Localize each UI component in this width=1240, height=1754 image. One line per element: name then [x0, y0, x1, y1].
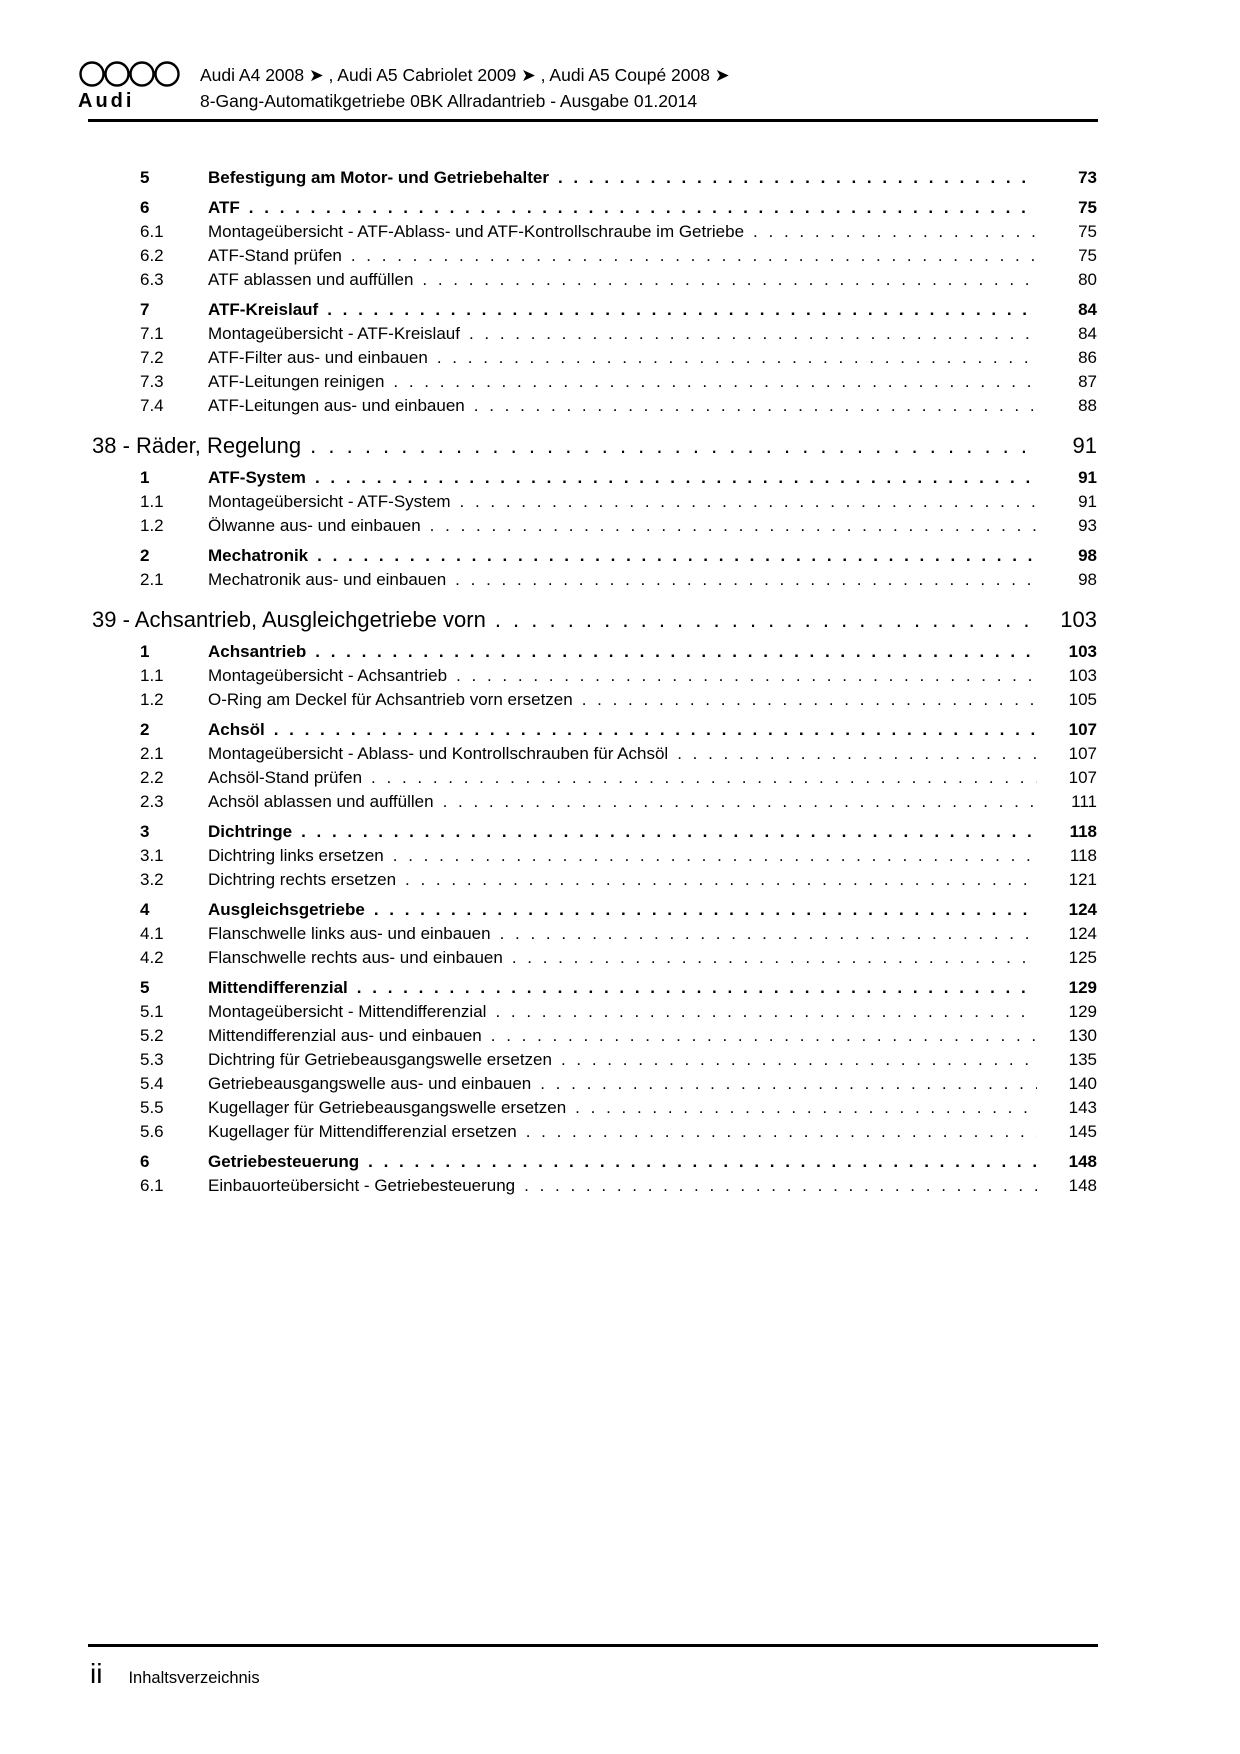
toc-entry-number: 2 — [140, 720, 150, 739]
dot-leader — [465, 394, 1037, 418]
toc-entry-page: 103 — [1068, 642, 1097, 661]
toc-entry-number: 1 — [140, 468, 150, 487]
toc-entry-page: 105 — [1068, 690, 1097, 709]
toc-entry-number: 7.2 — [140, 348, 164, 367]
toc-entry-page: 140 — [1068, 1074, 1097, 1093]
toc-entry-number: 1.1 — [140, 666, 164, 685]
dot-leader — [265, 718, 1037, 742]
dot-leader — [447, 664, 1037, 688]
toc-entry-title: Montageübersicht - Achsantrieb — [208, 666, 448, 685]
toc-entry-page: 129 — [1068, 978, 1097, 997]
toc-entry-title: ATF-Stand prüfen — [208, 246, 342, 265]
toc-entry-title: ATF — [208, 198, 240, 217]
toc-entry-number: 5.5 — [140, 1098, 164, 1117]
dot-leader — [421, 514, 1037, 538]
dot-leader — [434, 790, 1037, 814]
toc-entry-title: Flanschwelle links aus- und einbauen — [208, 924, 491, 943]
toc-entry-row — [0, 268, 1097, 292]
toc-entry-row — [0, 568, 1097, 592]
toc-entry-number: 5 — [140, 168, 150, 187]
toc-entry-row — [0, 922, 1097, 946]
toc-entry-number: 1 — [140, 642, 150, 661]
toc-entry-number: 1.2 — [140, 516, 164, 535]
toc-entry-row — [0, 1024, 1097, 1048]
toc-entry-title: Achsöl-Stand prüfen — [208, 768, 363, 787]
toc-entry-row — [0, 514, 1097, 538]
toc-entry-row — [0, 976, 1097, 1000]
toc-entry-page: 75 — [1078, 198, 1097, 217]
toc-entry-row — [0, 664, 1097, 688]
toc-entry-row — [0, 820, 1097, 844]
toc-entry-number: 6 — [140, 1152, 150, 1171]
toc-entry-title: ATF-Kreislauf — [208, 300, 319, 319]
dot-leader — [301, 432, 1037, 460]
toc-entry-row — [0, 1048, 1097, 1072]
toc-entry-row — [0, 1000, 1097, 1024]
dot-leader — [365, 898, 1037, 922]
toc-entry-title: Dichtring links ersetzen — [208, 846, 384, 865]
toc-entry-title: ATF-Filter aus- und einbauen — [208, 348, 428, 367]
toc-entry-title: Befestigung am Motor- und Getriebehalter — [208, 168, 549, 187]
toc-entry-row — [0, 898, 1097, 922]
dot-leader — [744, 220, 1037, 244]
toc-entry-number: 5.6 — [140, 1122, 164, 1141]
toc-entry-number: 1.1 — [140, 492, 164, 511]
dot-leader — [318, 298, 1037, 322]
toc-entry-title: Getriebeausgangswelle aus- und einbauen — [208, 1074, 532, 1093]
toc-entry-title: Montageübersicht - ATF-Kreislauf — [208, 324, 460, 343]
dot-leader — [486, 606, 1037, 634]
toc-entry-title: Ausgleichsgetriebe — [208, 900, 365, 919]
toc-entry-row — [0, 1120, 1097, 1144]
audi-rings-icon — [78, 60, 182, 92]
toc-entry-page: 75 — [1078, 222, 1097, 241]
dot-leader — [482, 1024, 1037, 1048]
toc-entry-row — [0, 196, 1097, 220]
toc-entry-number: 7 — [140, 300, 150, 319]
toc-entry-row — [0, 1096, 1097, 1120]
toc-entry-page: 91 — [1078, 492, 1097, 511]
toc-entry-page: 80 — [1078, 270, 1097, 289]
toc-entry-page: 86 — [1078, 348, 1097, 367]
toc-entry-number: 7.4 — [140, 396, 164, 415]
toc-entry-page: 135 — [1068, 1050, 1097, 1069]
toc-entry-row — [0, 490, 1097, 514]
footer-section-label: Inhaltsverzeichnis — [128, 1669, 260, 1687]
dot-leader — [384, 844, 1037, 868]
toc-entry-row — [0, 298, 1097, 322]
toc-entry-row — [0, 244, 1097, 268]
audi-logo-text: Audi — [78, 90, 135, 112]
dot-leader — [515, 1174, 1037, 1198]
toc-entry-number: 5.2 — [140, 1026, 164, 1045]
dot-leader — [668, 742, 1037, 766]
header-models-line: Audi A4 2008 ➤ , Audi A5 Cabriolet 2009 ➤ , Audi A5 Coupé 2008 ➤ — [200, 65, 730, 85]
toc-entry-number: 1.2 — [140, 690, 164, 709]
toc-entry-title: Mittendifferenzial — [208, 978, 348, 997]
toc-entry-number: 4 — [140, 900, 150, 919]
dot-leader — [384, 370, 1037, 394]
toc-entry-title: Achsöl ablassen und auffüllen — [208, 792, 434, 811]
dot-leader — [292, 820, 1037, 844]
dot-leader — [413, 268, 1037, 292]
toc-entry-page: 107 — [1068, 768, 1097, 787]
dot-leader — [362, 766, 1037, 790]
toc-entry-title: Montageübersicht - ATF-System — [208, 492, 451, 511]
dot-leader — [359, 1150, 1037, 1174]
toc-entry-page: 118 — [1069, 822, 1097, 841]
toc-entry-title: Mechatronik — [208, 546, 309, 565]
toc-entry-row — [0, 718, 1097, 742]
page-footer — [90, 1658, 260, 1690]
toc-entry-title: Achsöl — [208, 720, 265, 739]
toc-entry-row — [0, 766, 1097, 790]
toc-chapter-row — [0, 432, 1097, 460]
header-rule — [88, 119, 1098, 122]
toc-entry-title: ATF-System — [208, 468, 306, 487]
toc-entry-number: 5.4 — [140, 1074, 164, 1093]
toc-entry-title: ATF-Leitungen reinigen — [208, 372, 385, 391]
dot-leader — [486, 1000, 1037, 1024]
toc-entry-title: Einbauorteübersicht - Getriebesteuerung — [208, 1176, 516, 1195]
toc-entry-title: ATF-Leitungen aus- und einbauen — [208, 396, 465, 415]
toc-entry-row — [0, 1150, 1097, 1174]
toc-entry-number: 5.3 — [140, 1050, 164, 1069]
toc-entry-page: 124 — [1068, 900, 1097, 919]
toc-entry-page: 130 — [1068, 1026, 1097, 1045]
toc-entry-title: Achsantrieb — [208, 642, 307, 661]
toc-entry-page: 98 — [1078, 546, 1097, 565]
toc-entry-title: 38 - Räder, Regelung — [92, 433, 302, 458]
dot-leader — [566, 1096, 1037, 1120]
toc-entry-number: 6.1 — [140, 222, 164, 241]
toc-entry-number: 6.2 — [140, 246, 164, 265]
toc-entry-title: ATF ablassen und auffüllen — [208, 270, 414, 289]
footer-page-number: ii — [90, 1658, 103, 1689]
dot-leader — [428, 346, 1037, 370]
dot-leader — [573, 688, 1037, 712]
dot-leader — [460, 322, 1037, 346]
toc-entry-page: 91 — [1072, 433, 1097, 458]
page-header — [78, 60, 1100, 114]
toc-entry-title: Dichtring rechts ersetzen — [208, 870, 397, 889]
toc-entry-number: 2.1 — [140, 570, 164, 589]
toc-entry-row — [0, 688, 1097, 712]
toc-entry-page: 111 — [1071, 792, 1097, 811]
toc-entry-number: 3.2 — [140, 870, 164, 889]
toc-entry-page: 121 — [1068, 870, 1097, 889]
toc-entry-page: 145 — [1068, 1122, 1097, 1141]
toc-entry-page: 103 — [1060, 607, 1097, 632]
toc-entry-number: 2.1 — [140, 744, 164, 763]
toc-entry-title: O-Ring am Deckel für Achsantrieb vorn ersetzen — [208, 690, 573, 709]
toc-entry-page: 93 — [1078, 516, 1097, 535]
toc-entry-page: 84 — [1078, 300, 1097, 319]
toc-entry-page: 107 — [1068, 744, 1097, 763]
toc-entry-row — [0, 346, 1097, 370]
toc-entry-row — [0, 946, 1097, 970]
toc-entry-number: 2 — [140, 546, 150, 565]
toc-entry-page: 87 — [1078, 372, 1097, 391]
table-of-contents — [0, 160, 1097, 1198]
toc-entry-title: Ölwanne aus- und einbauen — [208, 516, 421, 535]
toc-entry-number: 7.3 — [140, 372, 164, 391]
toc-entry-title: Kugellager für Mittendifferenzial ersetzen — [208, 1122, 517, 1141]
toc-entry-title: Montageübersicht - Mittendifferenzial — [208, 1002, 487, 1021]
toc-entry-page: 91 — [1078, 468, 1097, 487]
toc-entry-page: 148 — [1068, 1176, 1097, 1195]
toc-entry-number: 3.1 — [140, 846, 164, 865]
dot-leader — [446, 568, 1037, 592]
dot-leader — [240, 196, 1037, 220]
toc-entry-row — [0, 370, 1097, 394]
toc-entry-number: 5.1 — [140, 1002, 164, 1021]
toc-entry-row — [0, 394, 1097, 418]
toc-entry-row — [0, 790, 1097, 814]
toc-entry-page: 84 — [1078, 324, 1097, 343]
toc-entry-title: Mittendifferenzial aus- und einbauen — [208, 1026, 482, 1045]
toc-entry-page: 148 — [1068, 1152, 1097, 1171]
dot-leader — [306, 640, 1037, 664]
toc-entry-title: Mechatronik aus- und einbauen — [208, 570, 447, 589]
dot-leader — [306, 466, 1037, 490]
toc-entry-page: 129 — [1068, 1002, 1097, 1021]
toc-entry-number: 5 — [140, 978, 150, 997]
dot-leader — [308, 544, 1037, 568]
toc-entry-page: 118 — [1069, 846, 1097, 865]
toc-entry-title: Montageübersicht - Ablass- und Kontrollschrauben für Achsöl — [208, 744, 669, 763]
toc-entry-page: 124 — [1068, 924, 1097, 943]
toc-chapter-row — [0, 606, 1097, 634]
toc-entry-page: 107 — [1068, 720, 1097, 739]
toc-entry-number: 6.3 — [140, 270, 164, 289]
toc-entry-number: 6.1 — [140, 1176, 164, 1195]
toc-entry-title: Getriebesteuerung — [208, 1152, 360, 1171]
dot-leader — [531, 1072, 1037, 1096]
dot-leader — [348, 976, 1037, 1000]
toc-entry-row — [0, 868, 1097, 892]
toc-entry-row — [0, 166, 1097, 190]
toc-entry-title: Flanschwelle rechts aus- und einbauen — [208, 948, 503, 967]
toc-entry-row — [0, 640, 1097, 664]
dot-leader — [396, 868, 1037, 892]
toc-entry-page: 73 — [1078, 168, 1097, 187]
toc-entry-page: 98 — [1078, 570, 1097, 589]
toc-entry-title: Dichtringe — [208, 822, 293, 841]
toc-entry-number: 2.2 — [140, 768, 164, 787]
audi-logo — [78, 60, 186, 113]
toc-entry-title: Montageübersicht - ATF-Ablass- und ATF-Kontrollschraube im Getriebe — [208, 222, 745, 241]
toc-entry-row — [0, 1072, 1097, 1096]
toc-entry-number: 6 — [140, 198, 150, 217]
toc-entry-row — [0, 742, 1097, 766]
toc-entry-number: 2.3 — [140, 792, 164, 811]
dot-leader — [342, 244, 1037, 268]
toc-entry-number: 4.2 — [140, 948, 164, 967]
header-subtitle-line: 8-Gang-Automatikgetriebe 0BK Allradantrieb - Ausgabe 01.2014 — [200, 91, 698, 111]
dot-leader — [517, 1120, 1037, 1144]
toc-entry-title: Dichtring für Getriebeausgangswelle ersetzen — [208, 1050, 552, 1069]
dot-leader — [451, 490, 1038, 514]
toc-entry-title: 39 - Achsantrieb, Ausgleichgetriebe vorn — [92, 607, 486, 632]
toc-entry-row — [0, 1174, 1097, 1198]
footer-rule — [88, 1644, 1098, 1647]
dot-leader — [491, 922, 1037, 946]
toc-entry-row — [0, 844, 1097, 868]
toc-entry-page: 103 — [1068, 666, 1097, 685]
dot-leader — [503, 946, 1037, 970]
toc-entry-number: 4.1 — [140, 924, 164, 943]
dot-leader — [552, 1048, 1037, 1072]
toc-entry-page: 125 — [1068, 948, 1097, 967]
toc-entry-row — [0, 322, 1097, 346]
toc-entry-page: 75 — [1078, 246, 1097, 265]
toc-entry-row — [0, 466, 1097, 490]
toc-entry-row — [0, 544, 1097, 568]
toc-entry-number: 7.1 — [140, 324, 164, 343]
dot-leader — [549, 166, 1037, 190]
toc-entry-page: 143 — [1068, 1098, 1097, 1117]
toc-entry-title: Kugellager für Getriebeausgangswelle ersetzen — [208, 1098, 567, 1117]
toc-entry-page: 88 — [1078, 396, 1097, 415]
toc-entry-number: 3 — [140, 822, 150, 841]
toc-entry-row — [0, 220, 1097, 244]
